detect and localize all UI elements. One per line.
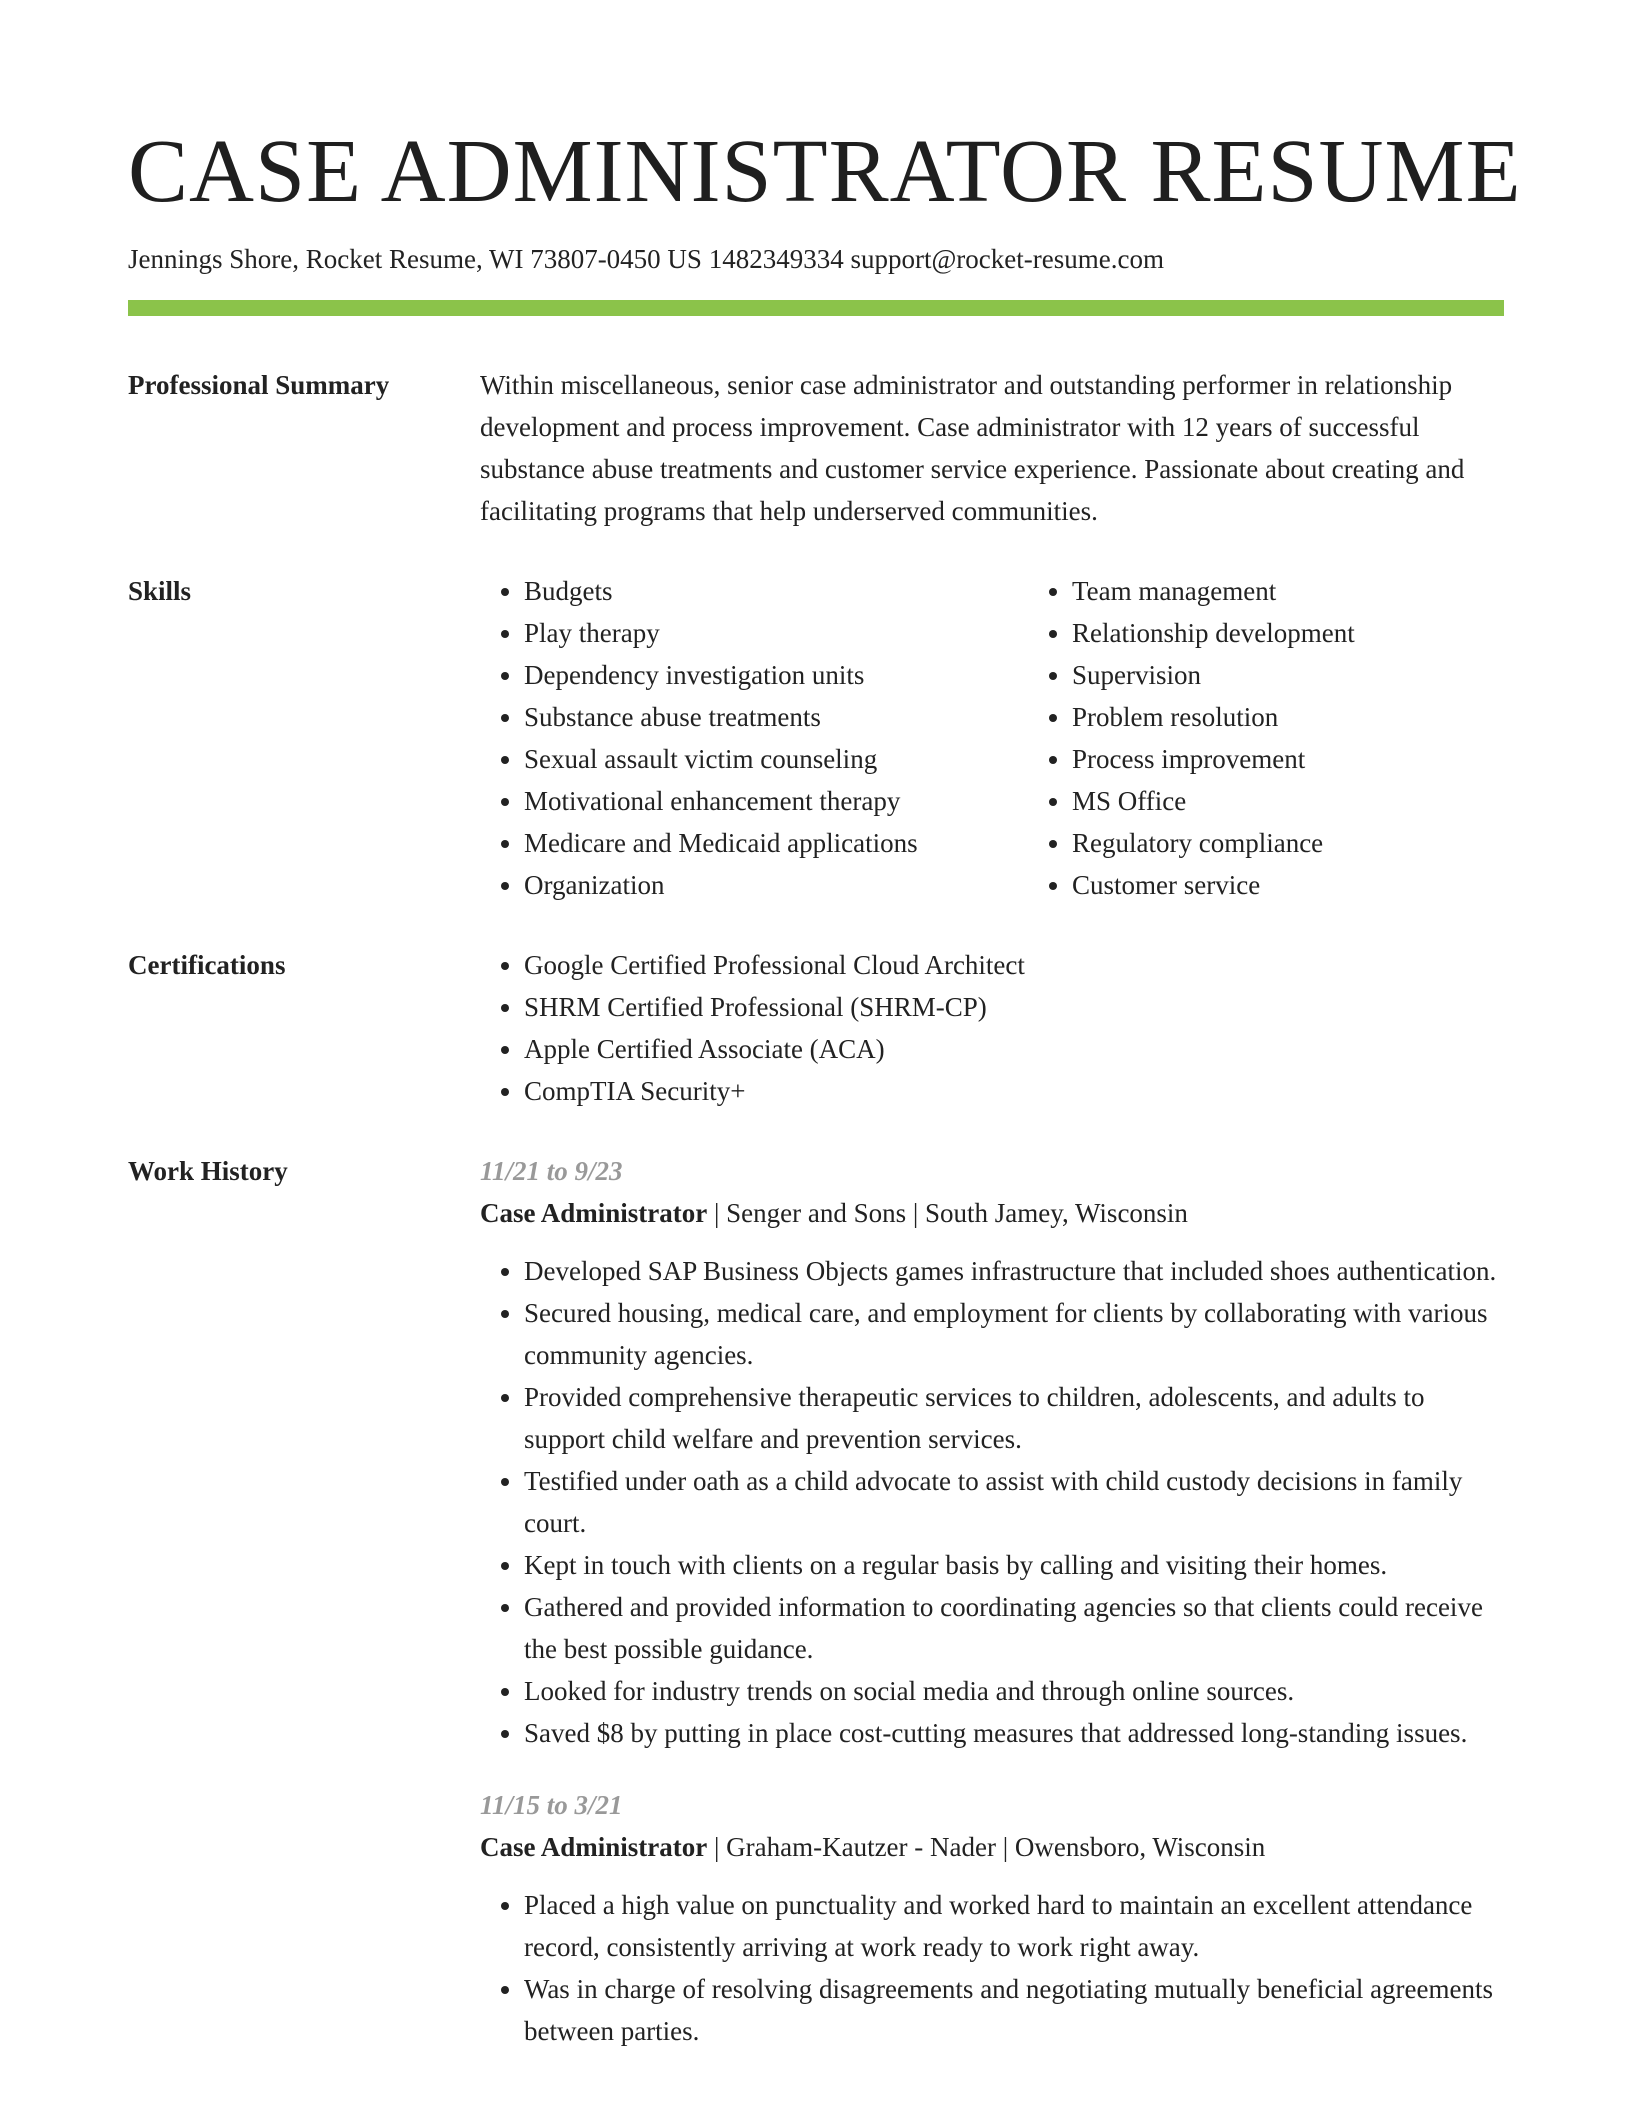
skill-item: • Play therapy xyxy=(524,612,1028,654)
certifications-content xyxy=(480,944,1504,1112)
skill-item: • MS Office xyxy=(1072,780,1576,822)
summary-content xyxy=(480,364,1504,532)
skill-item: • Regulatory compliance xyxy=(1072,822,1576,864)
work-history-section xyxy=(128,1150,1504,2082)
skill-item: • Problem resolution xyxy=(1072,696,1576,738)
resume-page xyxy=(128,0,1522,2082)
job-bullet: • Kept in touch with clients on a regular basis by calling and visiting their homes. xyxy=(524,1544,1504,1586)
certifications-list xyxy=(480,944,1504,1112)
skills-list-right xyxy=(1028,570,1576,906)
skills-content xyxy=(480,570,1576,906)
skill-item: • Budgets xyxy=(524,570,1028,612)
skills-list-left xyxy=(480,570,1028,906)
certifications-section xyxy=(128,944,1504,1112)
work-history-content xyxy=(480,1150,1504,2082)
skill-item: • Customer service xyxy=(1072,864,1576,906)
job-bullet: • Developed SAP Business Objects games infrastructure that included shoes authentication. xyxy=(524,1250,1504,1292)
skill-item: • Medicare and Medicaid applications xyxy=(524,822,1028,864)
certification-item: • Apple Certified Associate (ACA) xyxy=(524,1028,1504,1070)
skill-item: • Motivational enhancement therapy xyxy=(524,780,1028,822)
skill-item: • Sexual assault victim counseling xyxy=(524,738,1028,780)
certification-item: • CompTIA Security+ xyxy=(524,1070,1504,1112)
summary-section xyxy=(128,364,1504,532)
section-label: Professional Summary xyxy=(128,370,390,400)
job-title: Case Administrator xyxy=(480,1198,708,1228)
skill-item: • Dependency investigation units xyxy=(524,654,1028,696)
section-label: Skills xyxy=(128,576,192,606)
job-details: | Senger and Sons | South Jamey, Wisconsin xyxy=(707,1198,1188,1228)
job-details: | Graham-Kautzer - Nader | Owensboro, Wisconsin xyxy=(707,1832,1266,1862)
skill-item: • Supervision xyxy=(1072,654,1576,696)
section-label: Work History xyxy=(128,1156,288,1186)
section-label: Certifications xyxy=(128,950,286,980)
job-entry xyxy=(480,1150,1504,1754)
job-entry xyxy=(480,1784,1504,2052)
certification-item: • Google Certified Professional Cloud Architect xyxy=(524,944,1504,986)
job-bullet: • Placed a high value on punctuality and worked hard to maintain an excellent attendance record, consistently arriving at work ready to work right away. xyxy=(524,1884,1504,1968)
header-divider xyxy=(128,300,1504,316)
contact-line: Jennings Shore, Rocket Resume, WI 73807-0450 US 1482349334 support@rocket-resume.com xyxy=(128,244,1164,274)
job-bullet: • Gathered and provided information to coordinating agencies so that clients could receive the best possible guidance. xyxy=(524,1586,1504,1670)
job-bullet: • Testified under oath as a child advocate to assist with child custody decisions in family court. xyxy=(524,1460,1504,1544)
job-title: Case Administrator xyxy=(480,1832,708,1862)
job-bullet: • Provided comprehensive therapeutic services to children, adolescents, and adults to support child welfare and prevention services. xyxy=(524,1376,1504,1460)
certification-item: • SHRM Certified Professional (SHRM-CP) xyxy=(524,986,1504,1028)
job-bullet: • Saved $8 by putting in place cost-cutting measures that addressed long-standing issues. xyxy=(524,1712,1504,1754)
job-bullets xyxy=(480,1250,1504,1754)
resume-title: CASE ADMINISTRATOR RESUME xyxy=(128,122,1522,221)
job-title-line xyxy=(480,1826,1504,1868)
skill-item: • Organization xyxy=(524,864,1028,906)
job-dates: 11/15 to 3/21 xyxy=(480,1790,623,1820)
skill-item: • Relationship development xyxy=(1072,612,1576,654)
skill-item: • Substance abuse treatments xyxy=(524,696,1028,738)
skill-item: • Process improvement xyxy=(1072,738,1576,780)
job-bullet: • Secured housing, medical care, and employment for clients by collaborating with various community agencies. xyxy=(524,1292,1504,1376)
skill-item: • Team management xyxy=(1072,570,1576,612)
job-bullet: • Looked for industry trends on social media and through online sources. xyxy=(524,1670,1504,1712)
skills-section xyxy=(128,570,1504,906)
summary-text: Within miscellaneous, senior case administrator and outstanding performer in relationship development and process improvement. Case administrator with 12 years of successful substance abuse treatments and customer service experience. Passionate about creating and facilitating programs that help underserved communities. xyxy=(480,370,1465,526)
job-dates: 11/21 to 9/23 xyxy=(480,1156,623,1186)
job-title-line xyxy=(480,1192,1504,1234)
job-bullet: • Was in charge of resolving disagreements and negotiating mutually beneficial agreements between parties. xyxy=(524,1968,1504,2052)
job-bullets xyxy=(480,1884,1504,2052)
